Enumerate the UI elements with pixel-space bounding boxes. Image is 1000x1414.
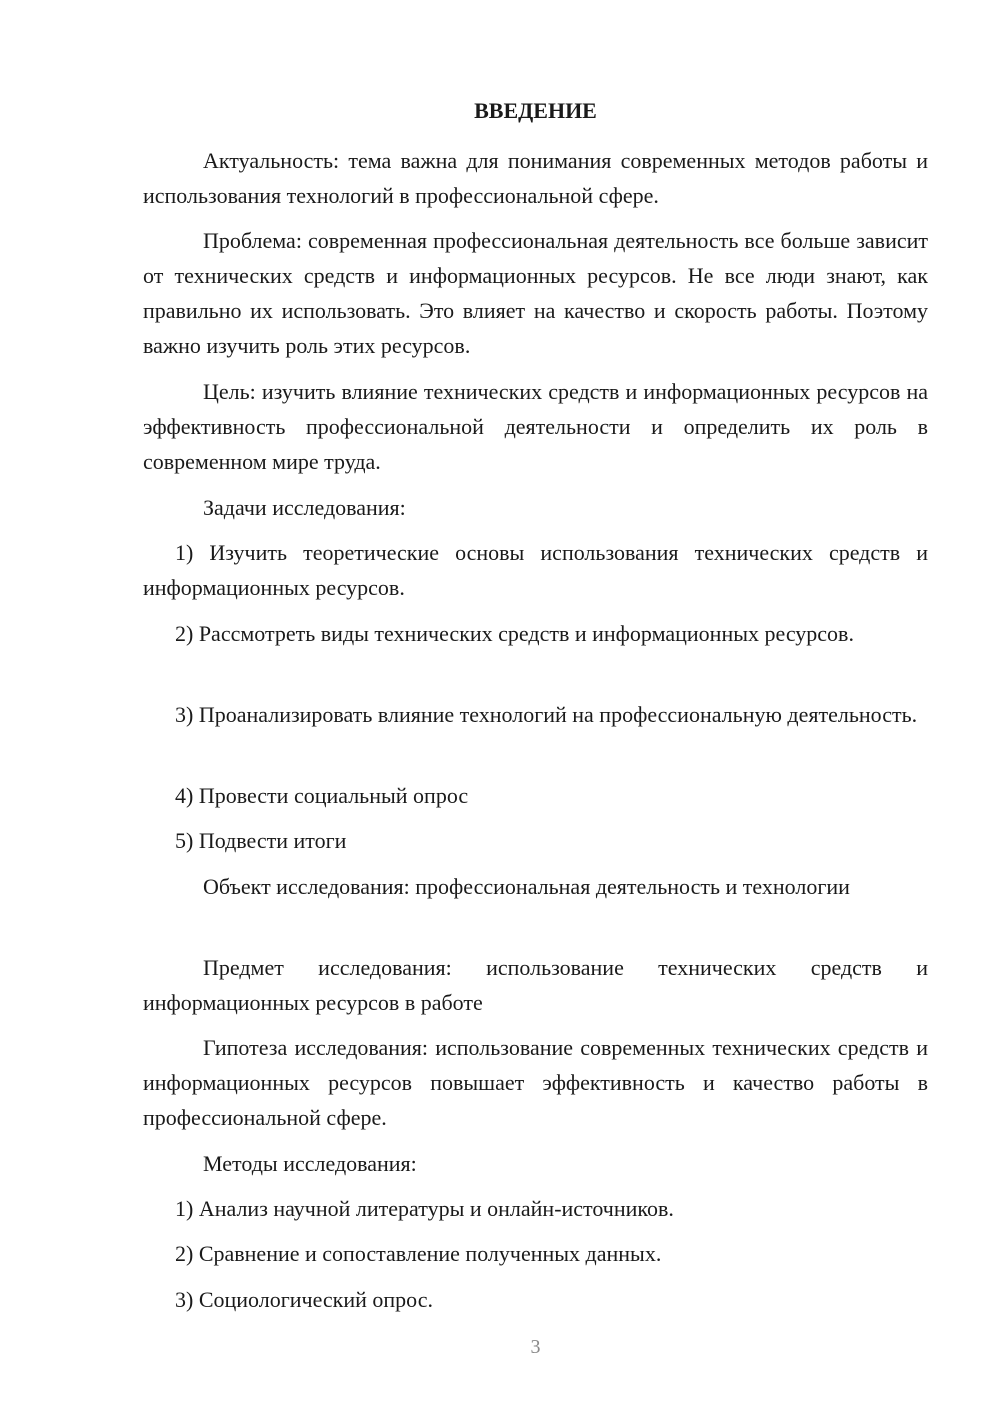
object-paragraph: Объект исследования: профессиональная деятельность и технологии [203, 874, 850, 899]
tasks-heading: Задачи исследования: [203, 495, 406, 520]
methods-heading: Методы исследования: [203, 1151, 417, 1176]
task-item-2: 2) Рассмотреть виды технических средств и информационных ресурсов. [175, 621, 854, 646]
task-item-5: 5) Подвести итоги [175, 828, 347, 853]
relevance-paragraph: Актуальность: тема важна для понимания современных методов работы и использования технологий в профессиональной сфере. [143, 148, 928, 208]
subject-paragraph: Предмет исследования: использование технических средств и информационных ресурсов в работе [143, 955, 928, 1015]
document-page [143, 0, 928, 1414]
page-number: 3 [530, 1336, 541, 1358]
page-title: ВВЕДЕНИЕ [474, 98, 597, 123]
problem-paragraph: Проблема: современная профессиональная деятельность все больше зависит от технических средств и информационных ресурсов. Не все люди знают, как правильно их использовать. Это влияет на качество и скорость работы. Поэтому важно изучить роль этих ресурсов. [143, 228, 928, 358]
method-item-2: 2) Сравнение и сопоставление полученных данных. [175, 1241, 662, 1266]
method-item-1: 1) Анализ научной литературы и онлайн-источников. [175, 1196, 674, 1221]
task-item-4: 4) Провести социальный опрос [175, 783, 469, 808]
method-item-3: 3) Социологический опрос. [175, 1287, 433, 1312]
task-item-1: 1) Изучить теоретические основы использования технических средств и информационных ресурсов. [143, 540, 928, 600]
task-item-3: 3) Проанализировать влияние технологий на профессиональную деятельность. [175, 702, 918, 727]
hypothesis-paragraph: Гипотеза исследования: использование современных технических средств и информационных ресурсов повышает эффективность и качество работы в профессиональной сфере. [143, 1035, 928, 1130]
goal-paragraph: Цель: изучить влияние технических средств и информационных ресурсов на эффективность профессиональной деятельности и определить их роль в современном мире труда. [143, 379, 928, 474]
